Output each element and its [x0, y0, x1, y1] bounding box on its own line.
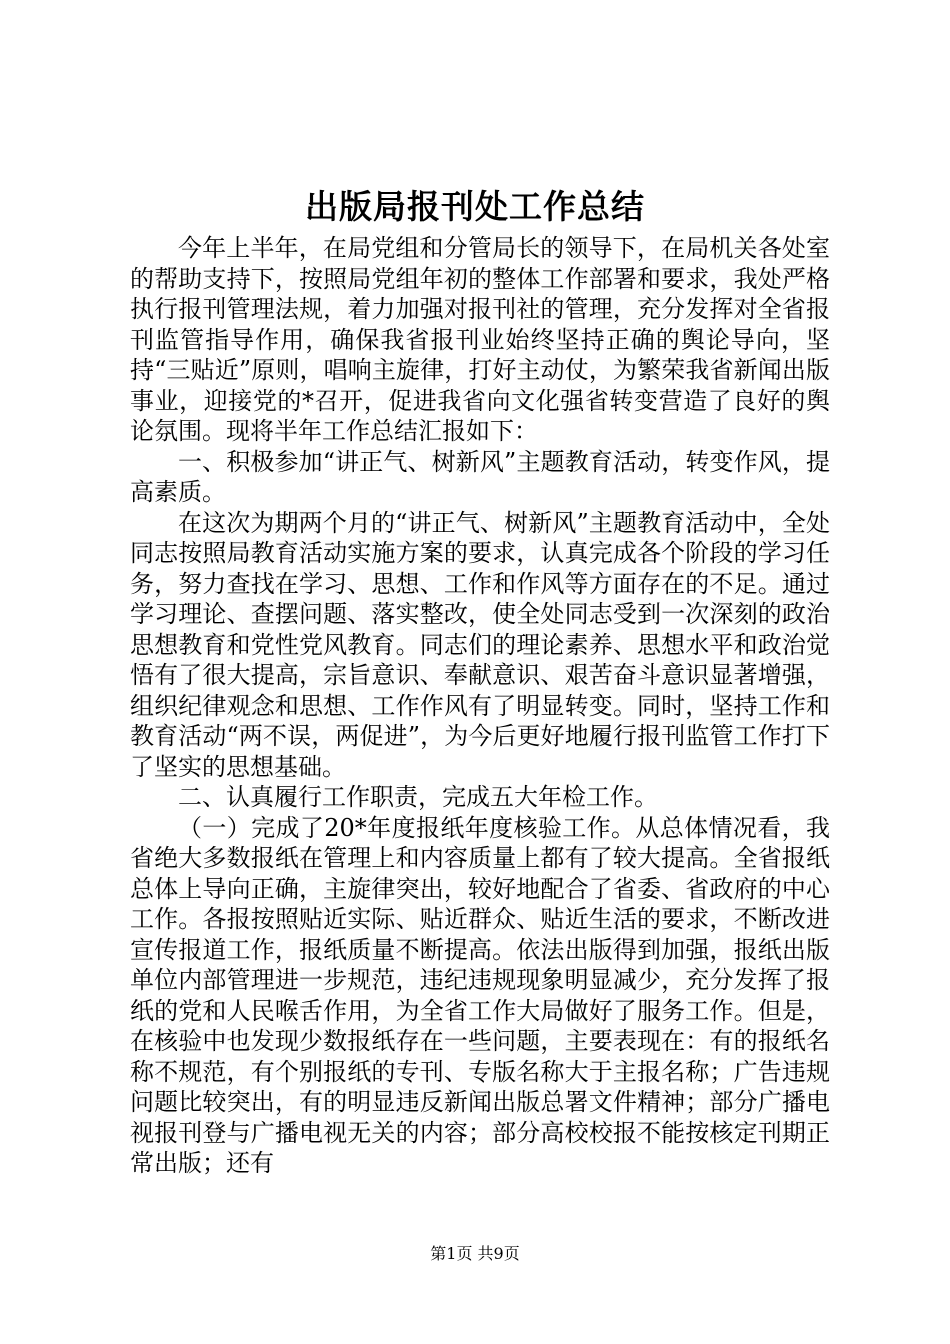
section-1-paragraph: 在这次为期两个月的“讲正气、树新风”主题教育活动中，全处同志按照局教育活动实施方案的要求，认真完成各个阶段的学习任务，努力查找在学习、思想、工作和作风等方面存在的不足。通过学习理论、查摆问题、落实整改，使全处同志受到一次深刻的政治思想教育和党性党风教育。同志们的理论素养、思想水平和政治觉悟有了很大提高，宗旨意识、奉献意识、艰苦奋斗意识显著增强，组织纪律观念和思想、工作作风有了明显转变。同时，坚持工作和教育活动“两不误，两促进”，为今后更好地履行报刊监管工作打下了坚实的思想基础。 — [130, 508, 830, 781]
section-2-paragraph: （一）完成了20*年度报纸年度核验工作。从总体情况看，我省绝大多数报纸在管理上和内容质量上都有了较大提高。全省报纸总体上导向正确，主旋律突出，较好地配合了省委、省政府的中心工作。各报按照贴近实际、贴近群众、贴近生活的要求，不断改进宣传报道工作，报纸质量不断提高。依法出版得到加强，报纸出版单位内部管理进一步规范，违纪违规现象明显减少，充分发挥了报纸的党和人民喉舌作用，为全省工作大局做好了服务工作。但是，在核验中也发现少数报纸存在一些问题，主要表现在：有的报纸名称不规范，有个别报纸的专刊、专版名称大于主报名称；广告违规问题比较突出，有的明显违反新闻出版总署文件精神；部分广播电视报刊登与广播电视无关的内容；部分高校校报不能按核定刊期正常出版；还有 — [130, 813, 830, 1177]
document-title: 出版局报刊处工作总结 — [305, 187, 645, 226]
section-heading-2: 二、认真履行工作职责，完成五大年检工作。 — [178, 783, 658, 811]
intro-paragraph: 今年上半年，在局党组和分管局长的领导下，在局机关各处室的帮助支持下，按照局党组年初的整体工作部署和要求，我处严格执行报刊管理法规，着力加强对报刊社的管理，充分发挥对全省报刊监管指导作用，确保我省报刊业始终坚持正确的舆论导向，坚持“三贴近”原则，唱响主旋律，打好主动仗，为繁荣我省新闻出版事业，迎接党的*召开，促进我省向文化强省转变营造了良好的舆论氛围。现将半年工作总结汇报如下： — [130, 234, 830, 445]
document-body — [130, 233, 830, 1179]
section-heading-1: 一、积极参加“讲正气、树新风”主题教育活动，转变作风，提高素质。 — [130, 447, 830, 506]
page-number-footer: 第1页 共9页 — [430, 1244, 520, 1263]
